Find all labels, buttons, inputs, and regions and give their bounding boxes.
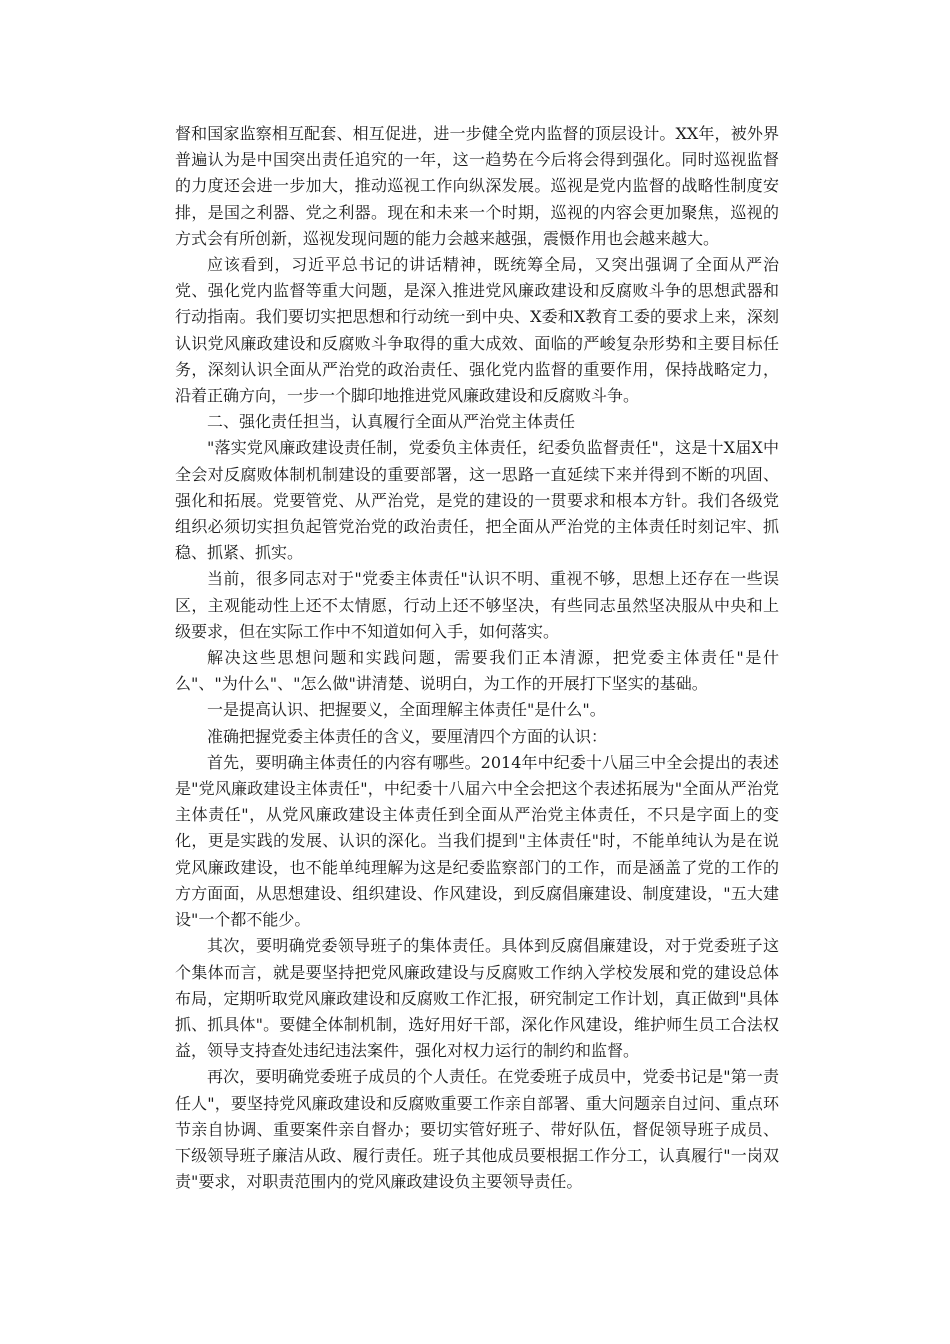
paragraph: 首先，要明确主体责任的内容有哪些。2014年中纪委十八届三中全会提出的表述是"党风廉政建设主体责任"，中纪委十八届六中全会把这个表述拓展为"全面从严治党主体责任"，从党风廉政建设主体责任到全面从严治党主体责任，不只是字面上的变化，更是实践的发展、认识的深化。当我们提到"主体责任"时，不能单纯认为是在说党风廉政建设，也不能单纯理解为这是纪委监察部门的工作，而是涵盖了党的工作的方方面面，从思想建设、组织建设、作风建设，到反腐倡廉建设、制度建设，"五大建设"一个都不能少。 — [175, 752, 779, 930]
document-body — [175, 121, 779, 1195]
paragraph: 解决这些思想问题和实践问题，需要我们正本清源，把党委主体责任"是什么"、"为什么"、"怎么做"讲清楚、说明白，为工作的开展打下坚实的基础。 — [175, 648, 779, 694]
paragraph: 当前，很多同志对于"党委主体责任"认识不明、重视不够，思想上还存在一些误区，主观能动性上还不太情愿，行动上还不够坚决，有些同志虽然坚决服从中央和上级要求，但在实际工作中不知道如何入手，如何落实。 — [175, 569, 779, 641]
paragraph: 再次，要明确党委班子成员的个人责任。在党委班子成员中，党委书记是"第一责任人"，要坚持党风廉政建设和反腐败重要工作亲自部署、重大问题亲自过问、重点环节亲自协调、重要案件亲自督办；要切实管好班子、带好队伍，督促领导班子成员、下级领导班子廉洁从政、履行责任。班子其他成员要根据工作分工，认真履行"一岗双责"要求，对职责范围内的党风廉政建设负主要领导责任。 — [175, 1067, 779, 1192]
paragraph: 准确把握党委主体责任的含义，要厘清四个方面的认识： — [207, 726, 608, 746]
section-heading: 二、强化责任担当，认真履行全面从严治党主体责任 — [207, 412, 576, 432]
paragraph-continued: 督和国家监察相互配套、相互促进，进一步健全党内监督的顶层设计。XX年，被外界普遍认为是中国突出责任追究的一年，这一趋势在今后将会得到强化。同时巡视监督的力度还会进一步加大，推动巡视工作向纵深发展。巡视是党内监督的战略性制度安排，是国之利器、党之利器。现在和未来一个时期，巡视的内容会更加聚焦，巡视的方式会有所创新，巡视发现问题的能力会越来越强，震慑作用也会越来越大。 — [175, 124, 779, 248]
sub-heading: 一是提高认识、把握要义，全面理解主体责任"是什么"。 — [207, 700, 606, 720]
paragraph: 应该看到，习近平总书记的讲话精神，既统筹全局，又突出强调了全面从严治党、强化党内监督等重大问题，是深入推进党风廉政建设和反腐败斗争的思想武器和行动指南。我们要切实把思想和行动统一到中央、X委和X教育工委的要求上来，深刻认识党风廉政建设和反腐败斗争取得的重大成效、面临的严峻复杂形势和主要目标任务，深刻认识全面从严治党的政治责任、强化党内监督的重要作用，保持战略定力，沿着正确方向，一步一个脚印地推进党风廉政建设和反腐败斗争。 — [175, 255, 779, 406]
paragraph: 其次，要明确党委领导班子的集体责任。具体到反腐倡廉建设，对于党委班子这个集体而言，就是要坚持把党风廉政建设与反腐败工作纳入学校发展和党的建设总体布局，定期听取党风廉政建设和反腐败工作汇报，研究制定工作计划，真正做到"具体抓、抓具体"。要健全体制机制，选好用好干部，深化作风建设，维护师生员工合法权益，领导支持查处违纪违法案件，强化对权力运行的制约和监督。 — [175, 936, 779, 1061]
paragraph: "落实党风廉政建设责任制，党委负主体责任，纪委负监督责任"，这是十X届X中全会对反腐败体制机制建设的重要部署，这一思路一直延续下来并得到不断的巩固、强化和拓展。党要管党、从严治党，是党的建设的一贯要求和根本方针。我们各级党组织必须切实担负起管党治党的政治责任，把全面从严治党的主体责任时刻记牢、抓稳、抓紧、抓实。 — [175, 438, 779, 563]
